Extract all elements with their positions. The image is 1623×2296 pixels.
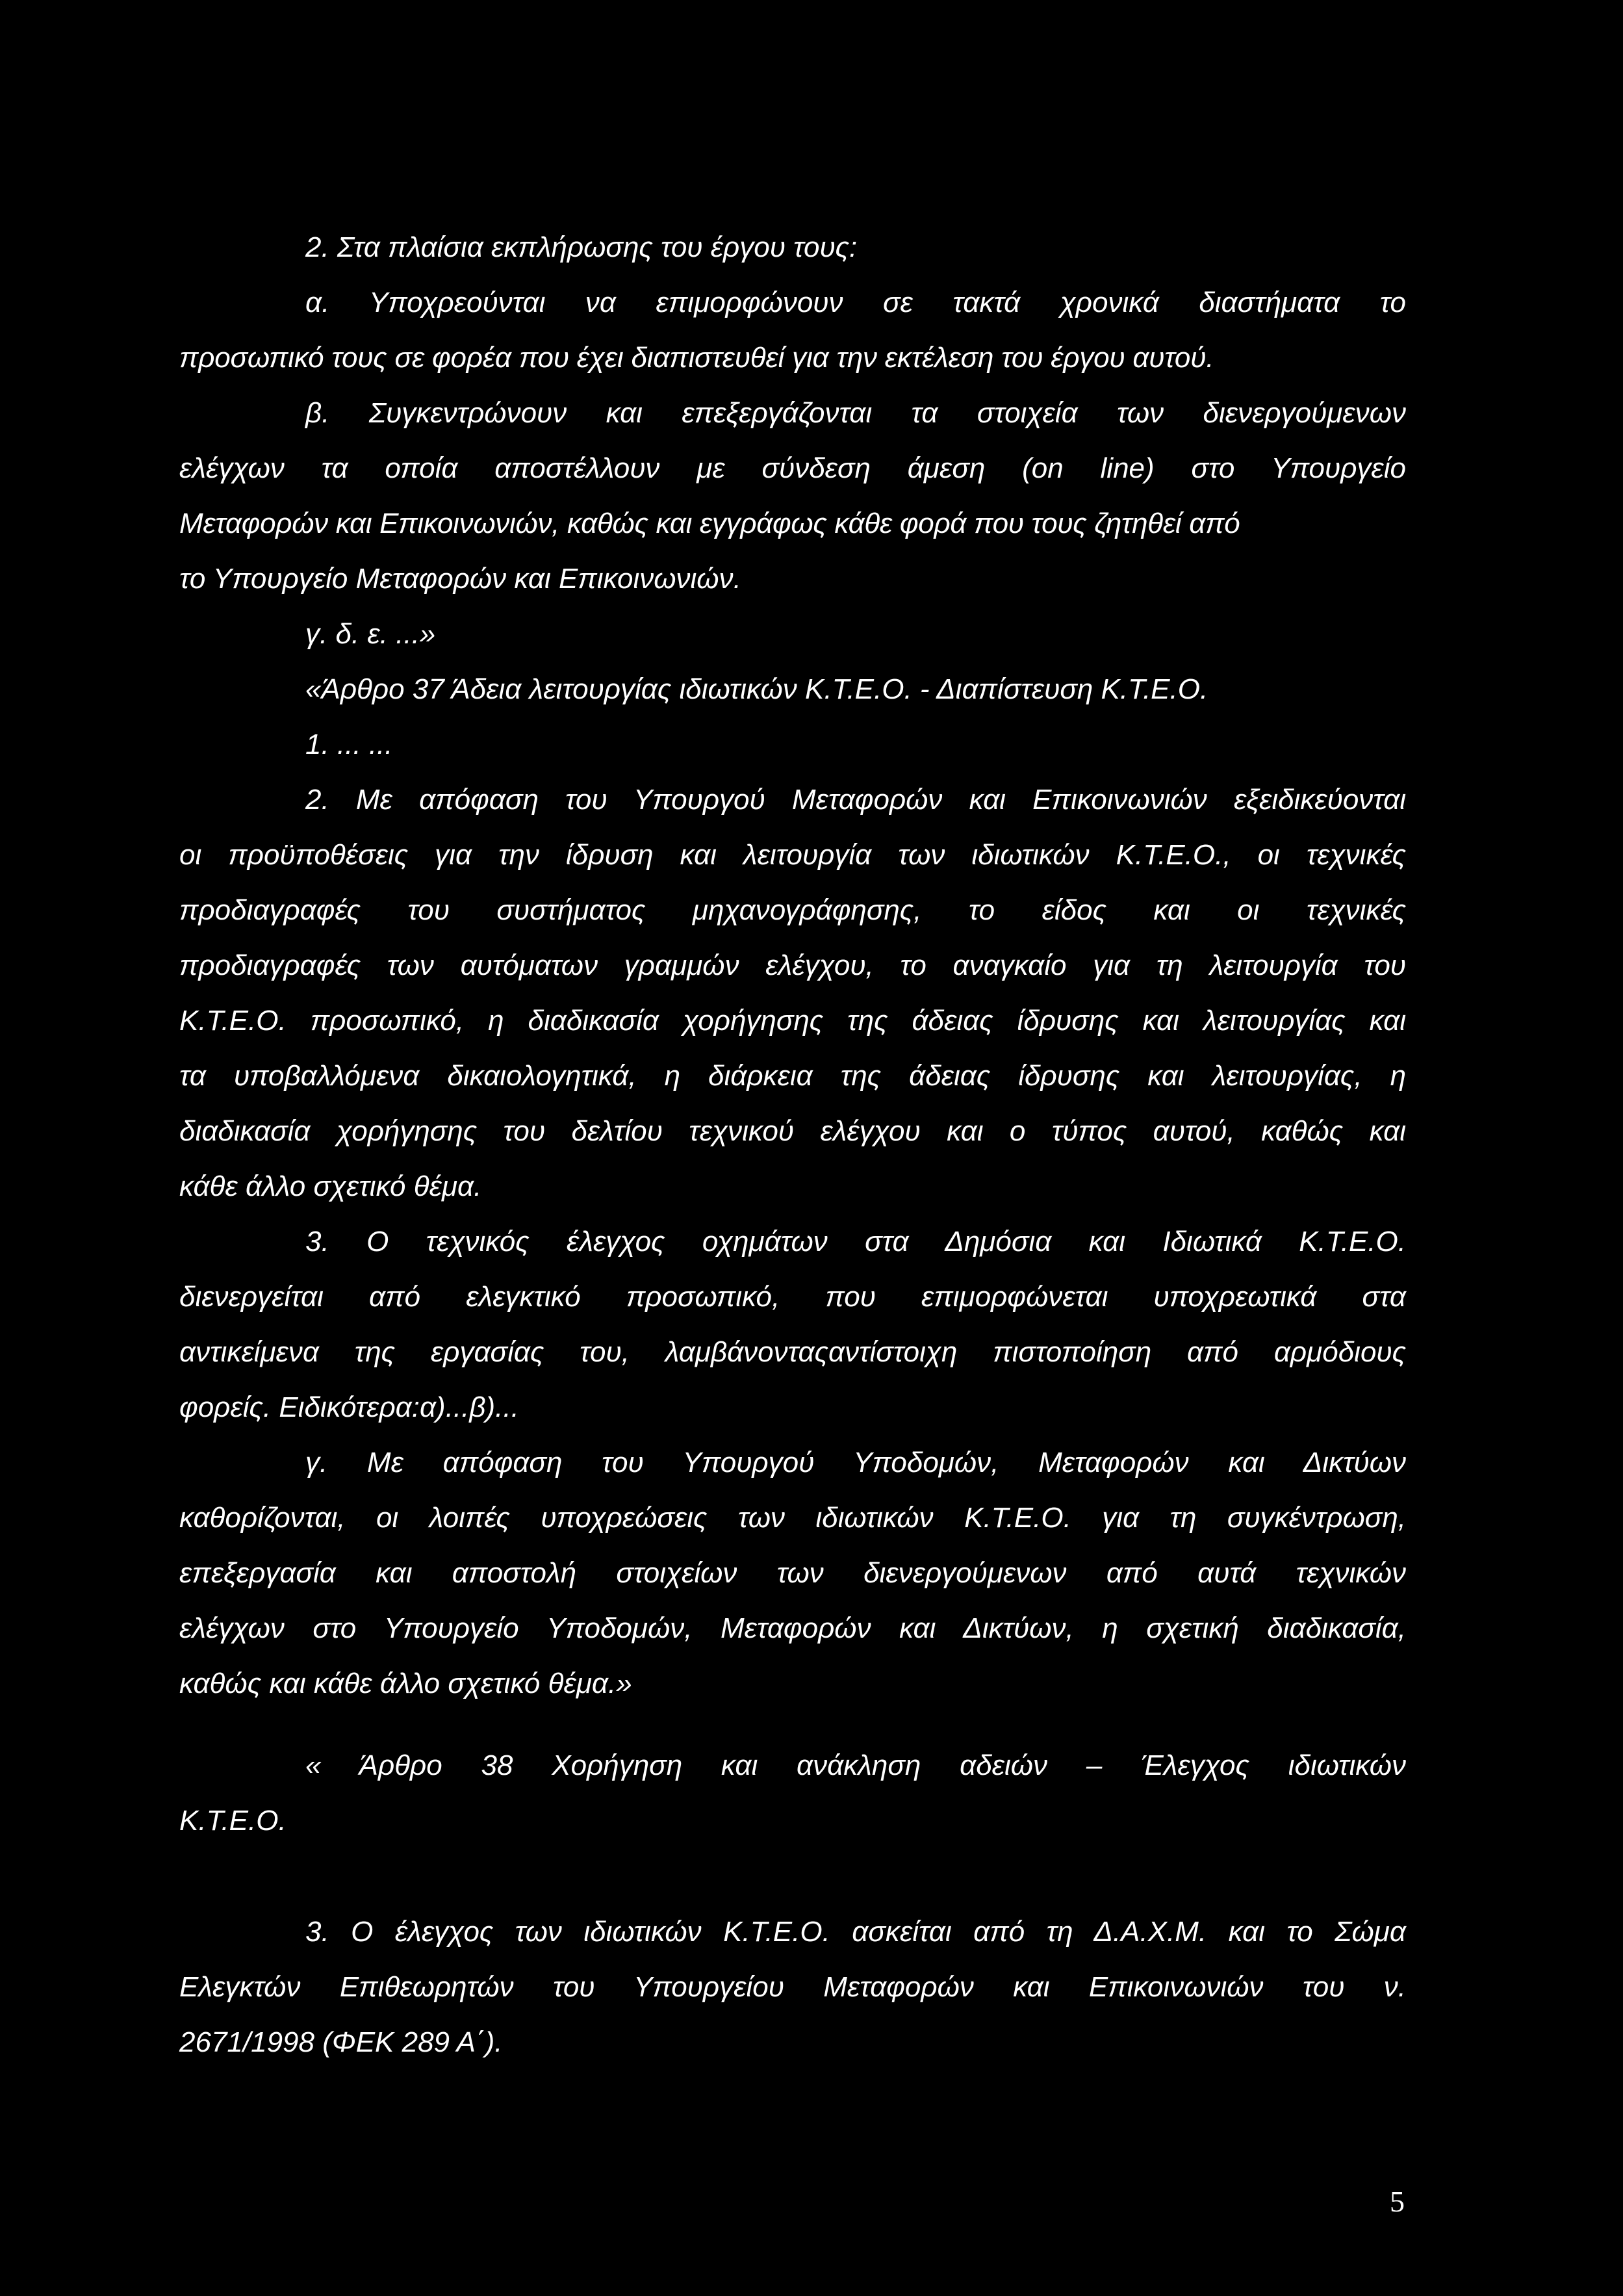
text-line: καθώς και κάθε άλλο σχετικό θέμα.»: [179, 1668, 632, 1699]
text-line: αντικείμενα της εργασίας του, λαμβάνονταςαντίστοιχη πιστοποίηση από αρμόδιους: [179, 1336, 1406, 1368]
text-line: 2. Στα πλαίσια εκπλήρωσης του έργου τους:: [305, 231, 858, 263]
text-line: 3. Ο τεχνικός έλεγχος οχημάτων στα Δημόσια και Ιδιωτικά Κ.Τ.Ε.Ο.: [305, 1226, 1406, 1258]
text-line: ελέγχων τα οποία αποστέλλουν με σύνδεση άμεση (on line) στο Υπουργείο: [179, 452, 1406, 484]
text-line: κάθε άλλο σχετικό θέμα.: [179, 1170, 482, 1202]
text-line: Μεταφορών και Επικοινωνιών, καθώς και εγγράφως κάθε φορά που τους ζητηθεί από: [179, 508, 1240, 539]
text-line: φορείς. Ειδικότερα:α)...β)...: [179, 1391, 519, 1423]
text-line: διαδικασία χορήγησης του δελτίου τεχνικού ελέγχου και ο τύπος αυτού, καθώς και: [179, 1115, 1406, 1147]
text-line: α. Υποχρεούνται να επιμορφώνουν σε τακτά χρονικά διαστήματα το: [305, 287, 1406, 318]
text-line: προδιαγραφές του συστήματος μηχανογράφησης, το είδος και οι τεχνικές: [179, 894, 1406, 926]
article-heading: «Άρθρο 37 Άδεια λειτουργίας ιδιωτικών Κ.Τ.Ε.Ο. - Διαπίστευση Κ.Τ.Ε.Ο.: [305, 673, 1208, 705]
text-line: Κ.Τ.Ε.Ο. προσωπικό, η διαδικασία χορήγησης της άδειας ίδρυσης και λειτουργίας και: [179, 1005, 1406, 1037]
text-line: τα υποβαλλόμενα δικαιολογητικά, η διάρκεια της άδειας ίδρυσης και λειτουργίας, η: [179, 1060, 1406, 1092]
text-line: γ. δ. ε. ...»: [305, 618, 436, 650]
text-line: Ελεγκτών Επιθεωρητών του Υπουργείου Μεταφορών και Επικοινωνιών του ν.: [179, 1971, 1406, 2003]
text-line: επεξεργασία και αποστολή στοιχείων των διενεργούμενων από αυτά τεχνικών: [179, 1557, 1406, 1589]
text-line: 2. Με απόφαση του Υπουργού Μεταφορών και Επικοινωνιών εξειδικεύονται: [305, 784, 1406, 816]
text-line: 2671/1998 (ΦΕΚ 289 Α΄).: [179, 2026, 503, 2058]
text-line: διενεργείται από ελεγκτικό προσωπικό, που επιμορφώνεται υποχρεωτικά στα: [179, 1281, 1406, 1313]
text-line: 3. Ο έλεγχος των ιδιωτικών Κ.Τ.Ε.Ο. ασκείται από τη Δ.Α.Χ.Μ. και το Σώμα: [305, 1916, 1406, 1948]
text-line: 1. ... ...: [305, 729, 393, 760]
text-line: το Υπουργείο Μεταφορών και Επικοινωνιών.: [179, 563, 741, 595]
page-number: 5: [1390, 2185, 1405, 2218]
text-line: β. Συγκεντρώνουν και επεξεργάζονται τα στοιχεία των διενεργούμενων: [305, 397, 1406, 429]
text-line: γ. Με απόφαση του Υπουργού Υποδομών, Μεταφορών και Δικτύων: [305, 1447, 1406, 1478]
text-line: Κ.Τ.Ε.Ο.: [179, 1805, 287, 1837]
text-line: ελέγχων στο Υπουργείο Υποδομών, Μεταφορών και Δικτύων, η σχετική διαδικασία,: [179, 1612, 1406, 1644]
article-heading: « Άρθρο 38 Χορήγηση και ανάκληση αδειών – Έλεγχος ιδιωτικών: [305, 1749, 1406, 1781]
text-line: οι προϋποθέσεις για την ίδρυση και λειτουργία των ιδιωτικών Κ.Τ.Ε.Ο., οι τεχνικές: [179, 839, 1406, 871]
text-line: προσωπικό τους σε φορέα που έχει διαπιστευθεί για την εκτέλεση του έργου αυτού.: [179, 342, 1214, 374]
text-line: καθορίζονται, οι λοιπές υποχρεώσεις των ιδιωτικών Κ.Τ.Ε.Ο. για τη συγκέντρωση,: [179, 1502, 1406, 1534]
text-line: προδιαγραφές των αυτόματων γραμμών ελέγχου, το αναγκαίο για τη λειτουργία του: [179, 949, 1406, 981]
